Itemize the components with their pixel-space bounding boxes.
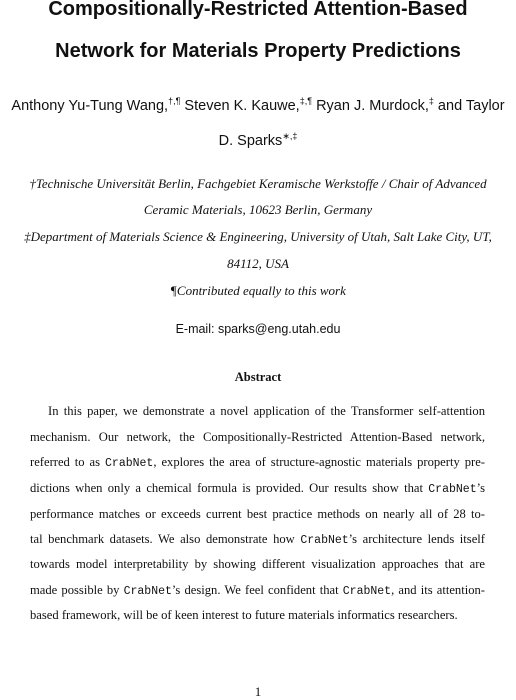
author-sparks-last: D. Sparks bbox=[218, 133, 283, 149]
affiliation-tu-berlin-line-2: Ceramic Materials, 10623 Berlin, Germany bbox=[143, 202, 373, 217]
author-sparks-first: and Taylor bbox=[433, 98, 505, 114]
author-kauwe: Steven K. Kauwe, bbox=[180, 98, 300, 114]
abstract-text: made possible by bbox=[30, 583, 124, 597]
contact-email bbox=[0, 322, 516, 336]
page-number: 1 bbox=[254, 684, 262, 699]
title-line-2: Network for Materials Property Predictions bbox=[55, 40, 461, 62]
abstract-heading: Abstract bbox=[234, 370, 282, 384]
crabnet-code: CrabNet bbox=[342, 585, 392, 598]
crabnet-code: CrabNet bbox=[300, 534, 349, 547]
abstract-text: ’s bbox=[476, 481, 485, 495]
author-wang-marks: †,¶ bbox=[168, 96, 181, 106]
abstract-text: , explores the area of structure-agnostic materials property pre- bbox=[153, 455, 485, 469]
abstract-text: tal benchmark datasets. We also demonstrate how bbox=[30, 532, 301, 546]
affiliation-utah-line-2: 84112, USA bbox=[227, 256, 289, 271]
abstract-line bbox=[30, 481, 485, 496]
crabnet-code: CrabNet bbox=[105, 457, 154, 470]
abstract-text: , and its attention- bbox=[391, 583, 486, 597]
crabnet-code: CrabNet bbox=[428, 483, 477, 496]
title-line-1: Compositionally-Restricted Attention-Based bbox=[48, 0, 468, 20]
crabnet-code: CrabNet bbox=[123, 585, 172, 598]
author-murdock: Ryan J. Murdock, bbox=[312, 98, 429, 114]
email-address-link[interactable]: sparks@eng.utah.edu bbox=[217, 322, 341, 336]
abstract-line bbox=[30, 583, 485, 598]
equal-contribution-note: ¶Contributed equally to this work bbox=[170, 283, 346, 298]
abstract-line: based framework, will be of keen interest to future materials informatics researchers. bbox=[30, 608, 458, 622]
email-label: E-mail: bbox=[175, 322, 218, 336]
abstract-line bbox=[30, 455, 485, 470]
abstract-text: ’s design. We feel confident that bbox=[171, 583, 343, 597]
author-line-1 bbox=[0, 98, 516, 114]
abstract-line: mechanism. Our network, the Compositionally-Restricted Attention-Based network, bbox=[30, 430, 485, 444]
abstract-line: In this paper, we demonstrate a novel application of the Transformer self-attention bbox=[48, 404, 485, 418]
author-sparks-marks: ∗,‡ bbox=[282, 131, 298, 141]
author-kauwe-marks: ‡,¶ bbox=[299, 96, 313, 106]
abstract-text: dictions when only a chemical formula is provided. Our results show that bbox=[30, 481, 429, 495]
abstract-line bbox=[30, 532, 485, 547]
affiliation-tu-berlin-line-1: †Technische Universität Berlin, Fachgebiet Keramische Werkstoffe / Chair of Advanced bbox=[29, 176, 487, 191]
author-murdock-marks: ‡ bbox=[428, 96, 434, 106]
author-wang: Anthony Yu-Tung Wang, bbox=[11, 98, 169, 114]
abstract-text: ’s architecture lends itself bbox=[348, 532, 485, 546]
abstract-line: performance matches or exceeds current best practice methods on nearly all of 28 to- bbox=[30, 507, 485, 521]
abstract-text: referred to as bbox=[30, 455, 106, 469]
author-line-2 bbox=[0, 133, 516, 149]
affiliation-utah-line-1: ‡Department of Materials Science & Engineering, University of Utah, Salt Lake City, UT, bbox=[24, 229, 492, 244]
abstract-line: towards model interpretability by showing different visualization approaches that are bbox=[30, 557, 485, 571]
